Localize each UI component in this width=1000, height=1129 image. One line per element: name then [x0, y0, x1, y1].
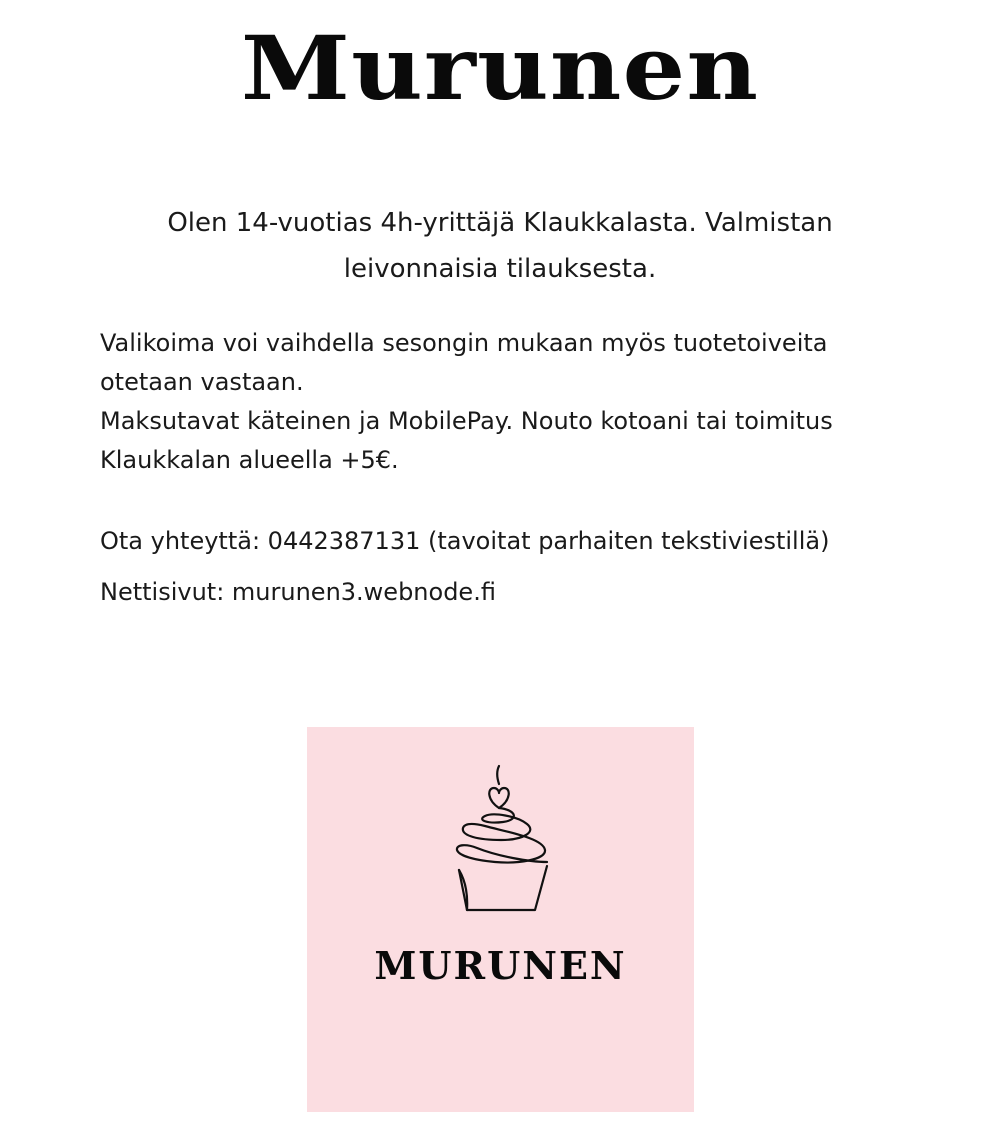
page-title: Murunen	[240, 16, 760, 120]
logo-card	[307, 727, 694, 1112]
payment-text: Maksutavat käteinen ja MobilePay. Nouto kotoani tai toimitus Klaukkalan alueella +5€.	[100, 407, 833, 474]
website-text: Nettisivut: murunen3.webnode.fi	[100, 578, 496, 606]
cupcake-icon	[447, 762, 557, 922]
intro-text: Olen 14-vuotias 4h-yrittäjä Klaukkalasta. Valmistan leivonnaisia tilauksesta.	[167, 208, 833, 284]
logo-wordmark: MURUNEN	[374, 943, 627, 988]
selection-text: Valikoima voi vaihdella sesongin mukaan myös tuotetoiveita otetaan vastaan.	[100, 329, 828, 396]
contact-text: Ota yhteyttä: 0442387131 (tavoitat parhaiten tekstiviestillä)	[100, 527, 830, 555]
